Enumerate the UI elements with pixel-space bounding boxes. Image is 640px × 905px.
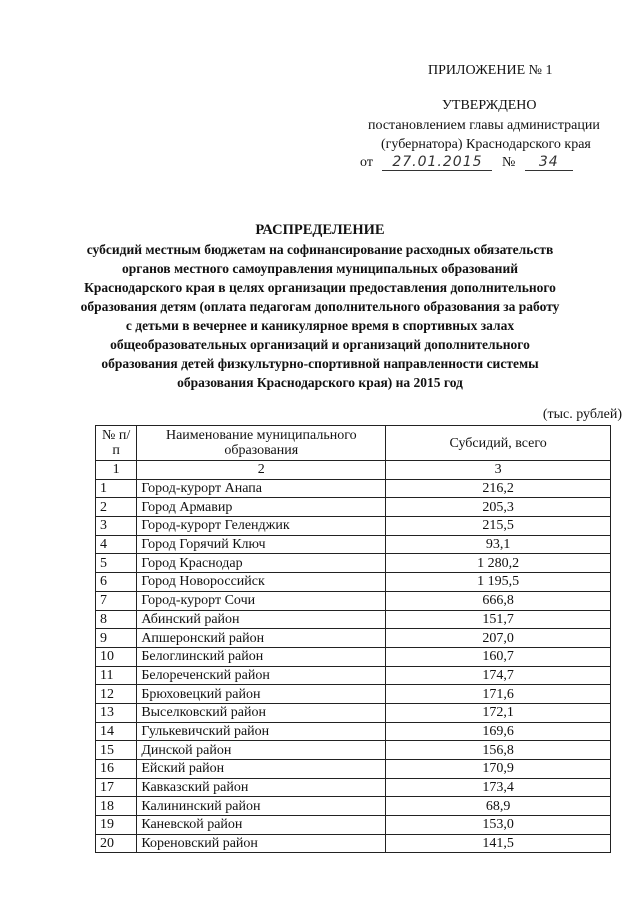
table-body (96, 479, 611, 853)
decree-date-line (360, 154, 573, 174)
appendix-label: ПРИЛОЖЕНИЕ № 1 (428, 63, 553, 78)
row-municipality: Выселковский район (137, 703, 386, 722)
row-municipality: Кореновский район (137, 834, 386, 853)
row-number: 20 (96, 834, 137, 853)
row-municipality: Город-курорт Геленджик (137, 517, 386, 536)
row-municipality: Калининский район (137, 797, 386, 816)
row-municipality: Абинский район (137, 610, 386, 629)
row-municipality: Кавказский район (137, 778, 386, 797)
row-subsidy: 171,6 (386, 685, 611, 704)
row-subsidy: 153,0 (386, 816, 611, 835)
row-number: 16 (96, 760, 137, 779)
row-municipality: Белореченский район (137, 666, 386, 685)
row-municipality: Белоглинский район (137, 647, 386, 666)
table-row (96, 517, 611, 536)
row-subsidy: 173,4 (386, 778, 611, 797)
row-number: 17 (96, 778, 137, 797)
row-number: 6 (96, 573, 137, 592)
table-row (96, 797, 611, 816)
table-row (96, 666, 611, 685)
header-municipality: Наименование муниципального образования (137, 426, 386, 461)
table-row (96, 498, 611, 517)
decree-number: 34 (525, 154, 573, 171)
document-title: РАСПРЕДЕЛЕНИЕ (255, 222, 385, 238)
row-number: 3 (96, 517, 137, 536)
row-number: 14 (96, 722, 137, 741)
row-number: 7 (96, 591, 137, 610)
row-municipality: Город Краснодар (137, 554, 386, 573)
decree-line-1: постановлением главы администрации (368, 118, 600, 133)
decree-date: 27.01.2015 (382, 154, 492, 171)
table-row (96, 722, 611, 741)
document-heading (80, 221, 560, 392)
row-subsidy: 174,7 (386, 666, 611, 685)
table-row (96, 703, 611, 722)
row-municipality: Апшеронский район (137, 629, 386, 648)
document-subtitle: субсидий местным бюджетам на софинансирование расходных обязательств органов местного самоуправления муниципальных образований Краснодарского края в целях организации предоставления дополнительного образования детям (оплата педагогам дополнительного образования за работу с детьми в вечернее и каникулярное время в спортивных залах общеобразовательных организаций и организаций дополнительного образования детей физкультурно-спортивной направленности системы образования Краснодарского края) на 2015 год (80, 242, 560, 390)
row-subsidy: 172,1 (386, 703, 611, 722)
row-number: 15 (96, 741, 137, 760)
table-row (96, 591, 611, 610)
column-number-2: 2 (137, 461, 386, 480)
table-row (96, 760, 611, 779)
decree-line-2: (губернатора) Краснодарского края (381, 137, 591, 152)
row-municipality: Город-курорт Сочи (137, 591, 386, 610)
table-row (96, 685, 611, 704)
row-municipality: Гулькевичский район (137, 722, 386, 741)
row-subsidy: 1 195,5 (386, 573, 611, 592)
row-number: 1 (96, 479, 137, 498)
row-subsidy: 1 280,2 (386, 554, 611, 573)
date-prefix: от (360, 155, 373, 170)
number-prefix: № (501, 155, 516, 170)
row-number: 19 (96, 816, 137, 835)
row-subsidy: 141,5 (386, 834, 611, 853)
row-subsidy: 169,6 (386, 722, 611, 741)
row-subsidy: 156,8 (386, 741, 611, 760)
row-subsidy: 160,7 (386, 647, 611, 666)
table-row (96, 629, 611, 648)
row-number: 8 (96, 610, 137, 629)
column-number-3: 3 (386, 461, 611, 480)
table-row (96, 535, 611, 554)
approved-label: УТВЕРЖДЕНО (442, 98, 537, 113)
table-row (96, 647, 611, 666)
row-municipality: Город-курорт Анапа (137, 479, 386, 498)
table-row (96, 479, 611, 498)
row-subsidy: 666,8 (386, 591, 611, 610)
subsidy-table (95, 425, 611, 853)
row-subsidy: 68,9 (386, 797, 611, 816)
row-number: 12 (96, 685, 137, 704)
row-subsidy: 207,0 (386, 629, 611, 648)
table-row (96, 610, 611, 629)
row-municipality: Брюховецкий район (137, 685, 386, 704)
table-row (96, 834, 611, 853)
row-number: 10 (96, 647, 137, 666)
header-subsidy: Субсидий, всего (386, 426, 611, 461)
header-number: № п/п (96, 426, 137, 461)
row-subsidy: 170,9 (386, 760, 611, 779)
units-label: (тыс. рублей) (542, 407, 622, 422)
column-number-1: 1 (96, 461, 137, 480)
table-row (96, 573, 611, 592)
row-number: 13 (96, 703, 137, 722)
table-row (96, 554, 611, 573)
row-number: 9 (96, 629, 137, 648)
row-municipality: Ейский район (137, 760, 386, 779)
row-number: 2 (96, 498, 137, 517)
row-subsidy: 151,7 (386, 610, 611, 629)
table-row (96, 816, 611, 835)
row-number: 18 (96, 797, 137, 816)
row-subsidy: 205,3 (386, 498, 611, 517)
row-number: 5 (96, 554, 137, 573)
row-number: 4 (96, 535, 137, 554)
table-row (96, 741, 611, 760)
row-municipality: Каневской район (137, 816, 386, 835)
row-municipality: Город Горячий Ключ (137, 535, 386, 554)
table-row (96, 778, 611, 797)
row-municipality: Динской район (137, 741, 386, 760)
row-subsidy: 216,2 (386, 479, 611, 498)
row-number: 11 (96, 666, 137, 685)
row-municipality: Город Армавир (137, 498, 386, 517)
row-subsidy: 215,5 (386, 517, 611, 536)
row-municipality: Город Новороссийск (137, 573, 386, 592)
row-subsidy: 93,1 (386, 535, 611, 554)
